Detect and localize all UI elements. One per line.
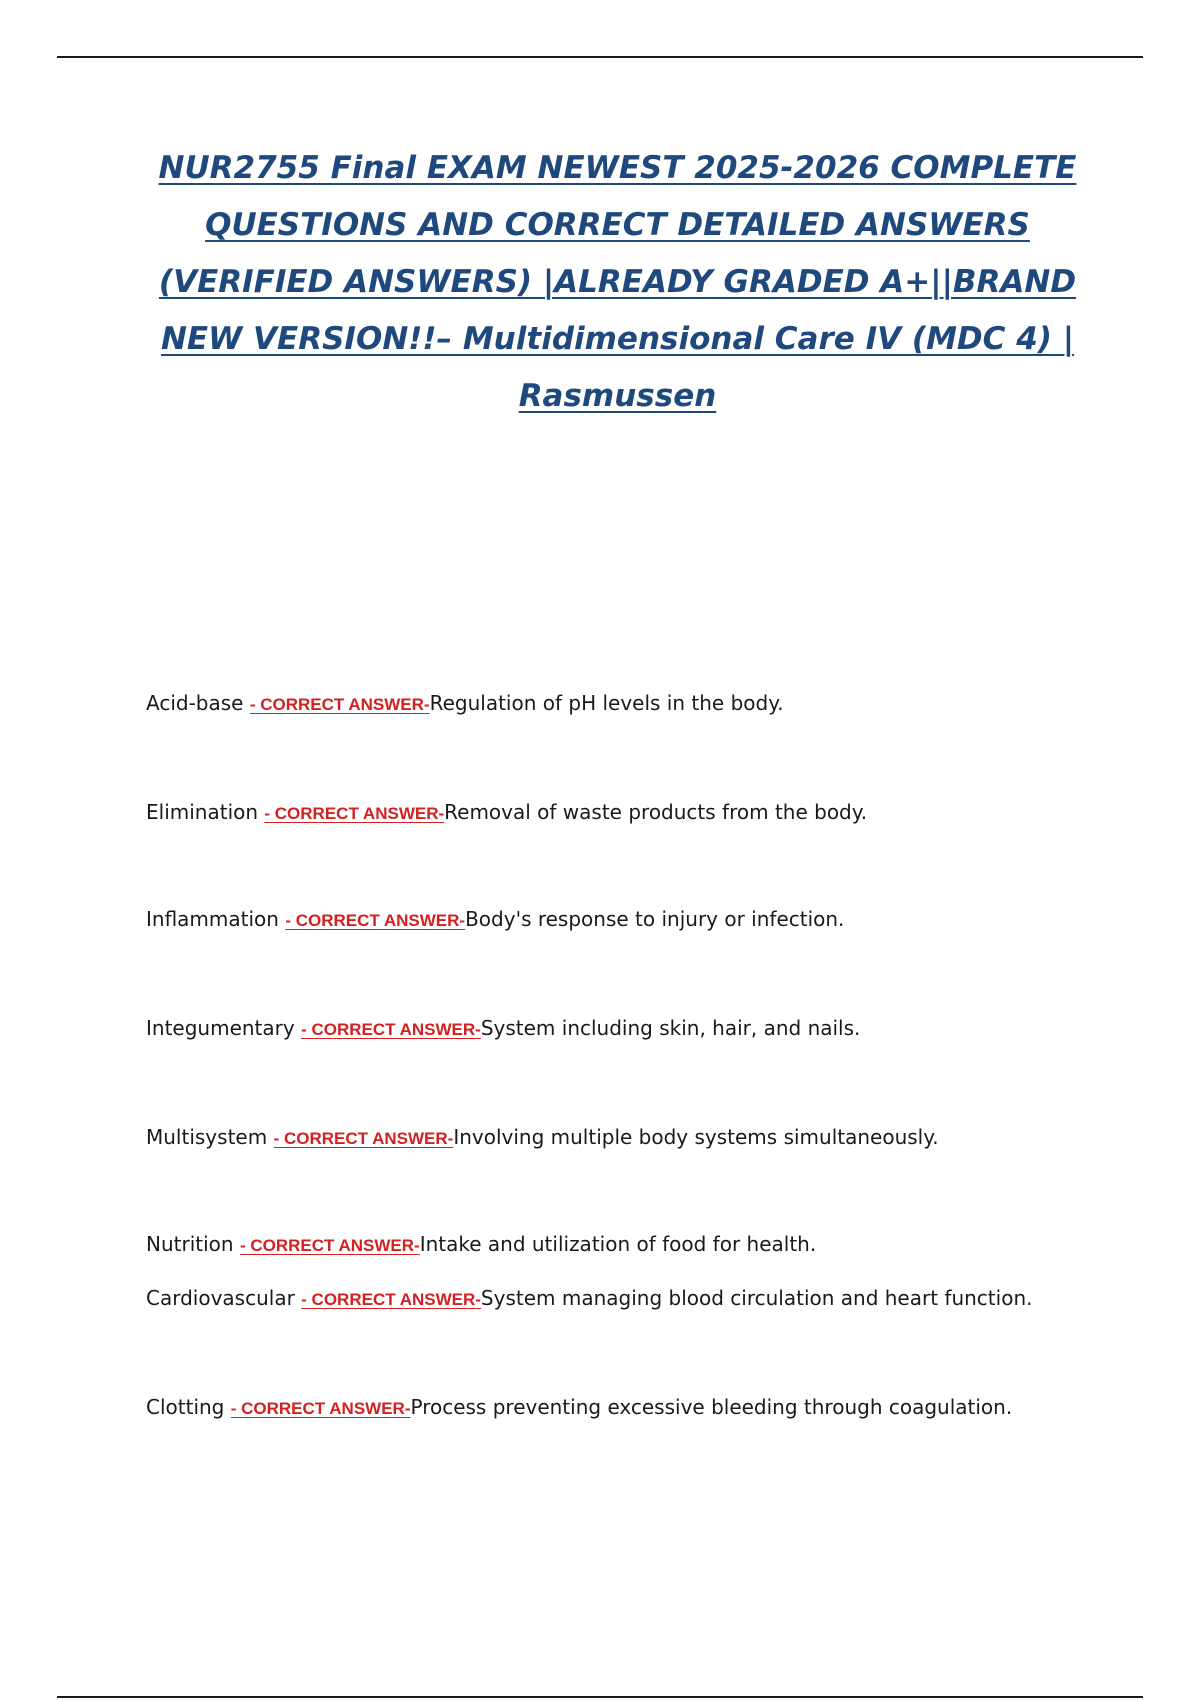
term: Acid-base <box>146 691 244 715</box>
term-entry <box>146 1231 816 1259</box>
bottom-rule <box>57 1696 1143 1698</box>
correct-answer-marker: - CORRECT ANSWER- <box>239 1236 420 1255</box>
term: Nutrition <box>146 1232 234 1256</box>
correct-answer-marker: - CORRECT ANSWER- <box>301 1290 481 1309</box>
correct-answer-marker: - CORRECT ANSWER- <box>230 1399 411 1418</box>
term-entry <box>146 690 784 718</box>
definition: Regulation of pH levels in the body. <box>429 691 784 715</box>
correct-answer-marker: - CORRECT ANSWER- <box>301 1020 481 1039</box>
definition: Intake and utilization of food for health. <box>419 1232 817 1256</box>
term-entry <box>146 799 867 827</box>
correct-answer-marker: - CORRECT ANSWER- <box>249 695 430 714</box>
term: Multisystem <box>146 1125 268 1149</box>
term: Clotting <box>146 1395 225 1419</box>
term-entry <box>146 1285 1032 1313</box>
term: Integumentary <box>146 1016 295 1040</box>
definition: System including skin, hair, and nails. <box>480 1016 861 1040</box>
term-entry <box>146 1124 939 1152</box>
document-title: NUR2755 Final EXAM NEWEST 2025-2026 COMPLETE QUESTIONS AND CORRECT DETAILED ANSWERS (VERIFIED ANSWERS) |ALREADY GRADED A+||BRAND NEW VERSION!!– Multidimensional Care IV (MDC 4) | Rasmussen <box>158 150 1077 414</box>
definition: Body's response to injury or infection. <box>465 907 845 931</box>
correct-answer-marker: - CORRECT ANSWER- <box>273 1129 454 1148</box>
top-rule <box>57 56 1143 58</box>
term: Inflammation <box>146 907 279 931</box>
term: Cardiovascular <box>146 1286 295 1310</box>
term: Elimination <box>146 800 259 824</box>
term-entry <box>146 1394 1012 1422</box>
definition: Removal of waste products from the body. <box>444 800 868 824</box>
correct-answer-marker: - CORRECT ANSWER- <box>285 911 466 930</box>
correct-answer-marker: - CORRECT ANSWER- <box>264 804 445 823</box>
definition: System managing blood circulation and heart function. <box>480 1286 1033 1310</box>
term-entry <box>146 1015 860 1043</box>
definition: Process preventing excessive bleeding through coagulation. <box>410 1395 1013 1419</box>
term-entry <box>146 906 844 934</box>
definition: Involving multiple body systems simultaneously. <box>453 1125 939 1149</box>
